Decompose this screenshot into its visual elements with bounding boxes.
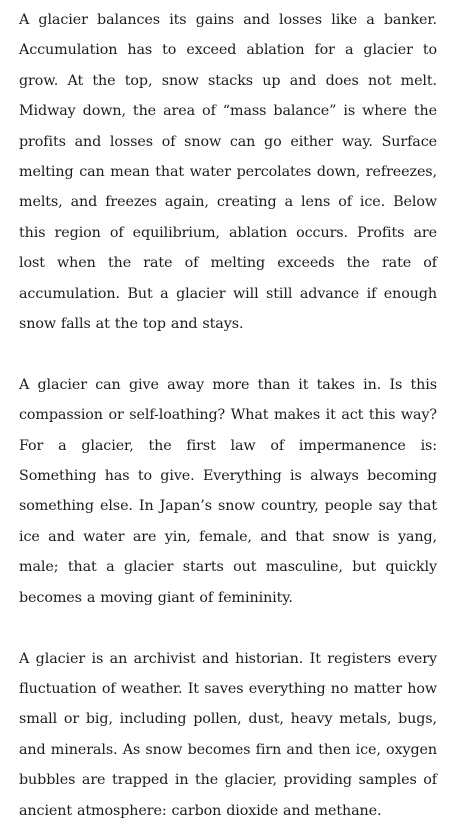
document-page bbox=[19, 5, 437, 826]
paragraph-archivist: A glacier is an archivist and historian. It registers every fluctuation of weather. It saves everything no matter how small or big, including pollen, dust, heavy metals, bugs, and minerals. As snow becomes firn and then ice, oxygen bubbles are trapped in the glacier, providing samples of ancient atmosphere: carbon dioxide and methane. bbox=[19, 650, 437, 819]
paragraph-impermanence: A glacier can give away more than it takes in. Is this compassion or self-loathing? What makes it act this way? For a glacier, the first law of impermanence is: Something has to give. Everything is always becoming something else. In Japan’s snow country, people say that ice and water are yin, female, and that snow is yang, male; that a glacier starts out masculine, but quickly becomes a moving giant of femininity. bbox=[19, 376, 437, 606]
paragraph-mass-balance: A glacier balances its gains and losses like a banker. Accumulation has to exceed ablation for a glacier to grow. At the top, snow stacks up and does not melt. Midway down, the area of “mass balance” is where the profits and losses of snow can go either way. Surface melting can mean that water percolates down, refreezes, melts, and freezes again, creating a lens of ice. Below this region of equilibrium, ablation occurs. Profits are lost when the rate of melting exceeds the rate of accumulation. But a glacier will still advance if enough snow falls at the top and stays. bbox=[19, 12, 437, 333]
